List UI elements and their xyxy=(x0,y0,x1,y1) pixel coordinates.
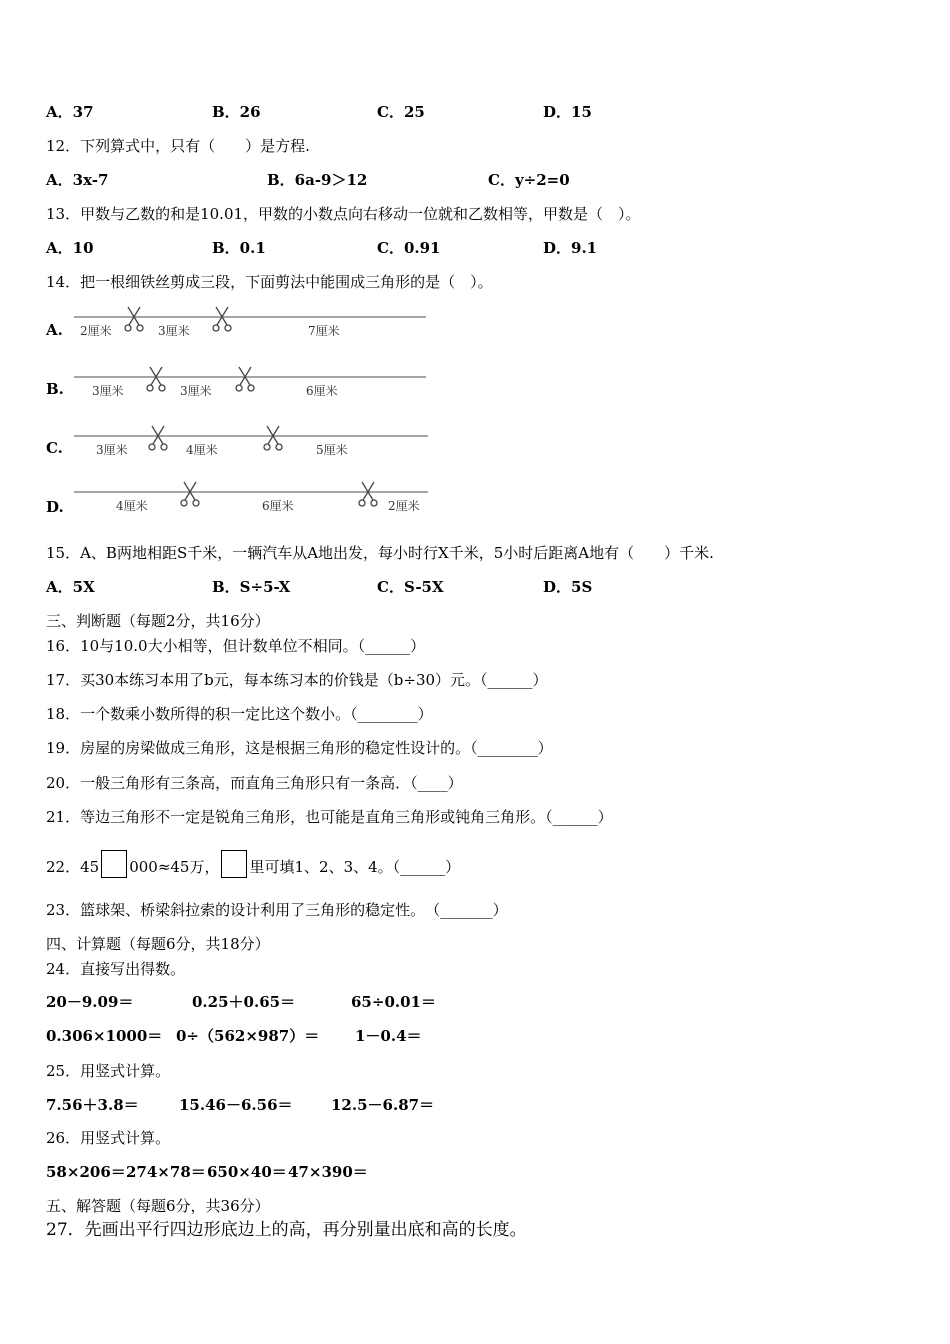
q11-option-a: A．37 xyxy=(46,103,94,121)
scissors-icon xyxy=(149,426,167,450)
q14-stem: 14．把一根细铁丝剪成三段，下面剪法中能围成三角形的是（ ）。 xyxy=(46,273,493,291)
q16: 16．10与10.0大小相等，但计数单位不相同。（______） xyxy=(46,637,426,655)
q13-option-b: B．0.1 xyxy=(212,239,266,257)
q14-b-seg-3: 6厘米 xyxy=(306,384,338,398)
q25-item: 15.46－6.56＝ xyxy=(179,1096,293,1114)
q21: 21．等边三角形不一定是锐角三角形，也可能是直角三角形或钝角三角形。（______） xyxy=(46,808,613,826)
q14-a-seg-2: 3厘米 xyxy=(158,324,190,338)
q22-blank-box xyxy=(221,850,247,878)
q14-d-seg-1: 4厘米 xyxy=(116,499,148,513)
q19: 19．房屋的房梁做成三角形，这是根据三角形的稳定性设计的。（________） xyxy=(46,739,553,757)
q14-wire-a xyxy=(70,303,440,348)
q14-row-b-label: B. xyxy=(46,380,64,398)
q24-item: 0.25＋0.65＝ xyxy=(192,993,296,1011)
q22-part-1: 22．45 xyxy=(46,858,100,876)
q22-part-2: 000≈45万， xyxy=(129,858,220,876)
q12-stem: 12．下列算式中，只有（ ）是方程. xyxy=(46,137,310,155)
section-4-title: 四、计算题（每题6分，共18分） xyxy=(46,935,270,953)
q26-stem: 26．用竖式计算。 xyxy=(46,1129,171,1147)
q17: 17．买30本练习本用了b元，每本练习本的价钱是（b÷30）元。（______） xyxy=(46,671,548,689)
q24-item: 20－9.09＝ xyxy=(46,993,134,1011)
q27: 27．先画出平行四边形底边上的高，再分别量出底和高的长度。 xyxy=(46,1220,527,1240)
q12-option-a: A．3x-7 xyxy=(46,171,109,189)
q24-item: 65÷0.01＝ xyxy=(351,993,436,1011)
q15-stem: 15．A、B两地相距S千米，一辆汽车从A地出发，每小时行X千米，5小时后距离A地有（ ）千米. xyxy=(46,544,714,562)
q15-option-b: B．S÷5-X xyxy=(212,578,291,596)
scissors-icon xyxy=(213,307,231,331)
q14-row-c-label: C. xyxy=(46,439,63,457)
q24-item: 1－0.4＝ xyxy=(355,1027,422,1045)
q14-row-a-label: A. xyxy=(46,321,63,339)
section-3-title: 三、判断题（每题2分，共16分） xyxy=(46,612,270,630)
q26-item: 58×206＝ xyxy=(46,1163,126,1181)
q22-blank-box xyxy=(101,850,127,878)
q14-c-seg-1: 3厘米 xyxy=(96,443,128,457)
scissors-icon xyxy=(264,426,282,450)
q14-b-seg-2: 3厘米 xyxy=(180,384,212,398)
q14-wire-b xyxy=(70,363,440,408)
scissors-icon xyxy=(125,307,143,331)
q22-part-3: 里可填1、2、3、4。（______） xyxy=(249,858,461,876)
q15-option-d: D．5S xyxy=(543,578,593,596)
q14-b-seg-1: 3厘米 xyxy=(92,384,124,398)
q25-item: 12.5－6.87＝ xyxy=(331,1096,435,1114)
q14-a-seg-1: 2厘米 xyxy=(80,324,112,338)
q18: 18．一个数乘小数所得的积一定比这个数小。（________） xyxy=(46,705,433,723)
q25-stem: 25．用竖式计算。 xyxy=(46,1062,171,1080)
q12-option-b: B．6a-9＞12 xyxy=(267,171,368,189)
q24-item: 0÷（562×987）＝ xyxy=(176,1027,320,1045)
section-5-title: 五、解答题（每题6分，共36分） xyxy=(46,1197,270,1215)
q11-option-b: B．26 xyxy=(212,103,261,121)
scissors-icon xyxy=(236,367,254,391)
q24-item: 0.306×1000＝ xyxy=(46,1027,163,1045)
q13-stem: 13．甲数与乙数的和是10.01，甲数的小数点向右移动一位就和乙数相等，甲数是（ ）。 xyxy=(46,205,641,223)
q15-option-c: C．S-5X xyxy=(377,578,444,596)
q20: 20．一般三角形有三条高，而直角三角形只有一条高．（____） xyxy=(46,774,463,792)
q26-item: 47×390＝ xyxy=(288,1163,368,1181)
q12-option-c: C．y÷2=0 xyxy=(488,171,570,189)
q14-d-seg-3: 2厘米 xyxy=(388,499,420,513)
q25-item: 7.56＋3.8＝ xyxy=(46,1096,139,1114)
scissors-icon xyxy=(147,367,165,391)
q14-row-d-label: D. xyxy=(46,498,64,516)
q13-option-a: A．10 xyxy=(46,239,94,257)
q14-a-seg-3: 7厘米 xyxy=(308,324,340,338)
q22 xyxy=(46,850,460,878)
q24-stem: 24．直接写出得数。 xyxy=(46,960,186,978)
scissors-icon xyxy=(359,482,377,506)
q14-c-seg-3: 5厘米 xyxy=(316,443,348,457)
q13-option-c: C．0.91 xyxy=(377,239,441,257)
q14-c-seg-2: 4厘米 xyxy=(186,443,218,457)
q23: 23．篮球架、桥梁斜拉索的设计利用了三角形的稳定性。 （_______） xyxy=(46,901,508,919)
q15-option-a: A．5X xyxy=(46,578,95,596)
q13-option-d: D．9.1 xyxy=(543,239,598,257)
q14-wire-c xyxy=(70,422,440,467)
q26-item: 650×40＝ xyxy=(207,1163,287,1181)
q14-d-seg-2: 6厘米 xyxy=(262,499,294,513)
q26-item: 274×78＝ xyxy=(126,1163,206,1181)
q11-option-d: D．15 xyxy=(543,103,592,121)
q14-wire-d xyxy=(70,478,440,523)
scissors-icon xyxy=(181,482,199,506)
q11-option-c: C．25 xyxy=(377,103,425,121)
